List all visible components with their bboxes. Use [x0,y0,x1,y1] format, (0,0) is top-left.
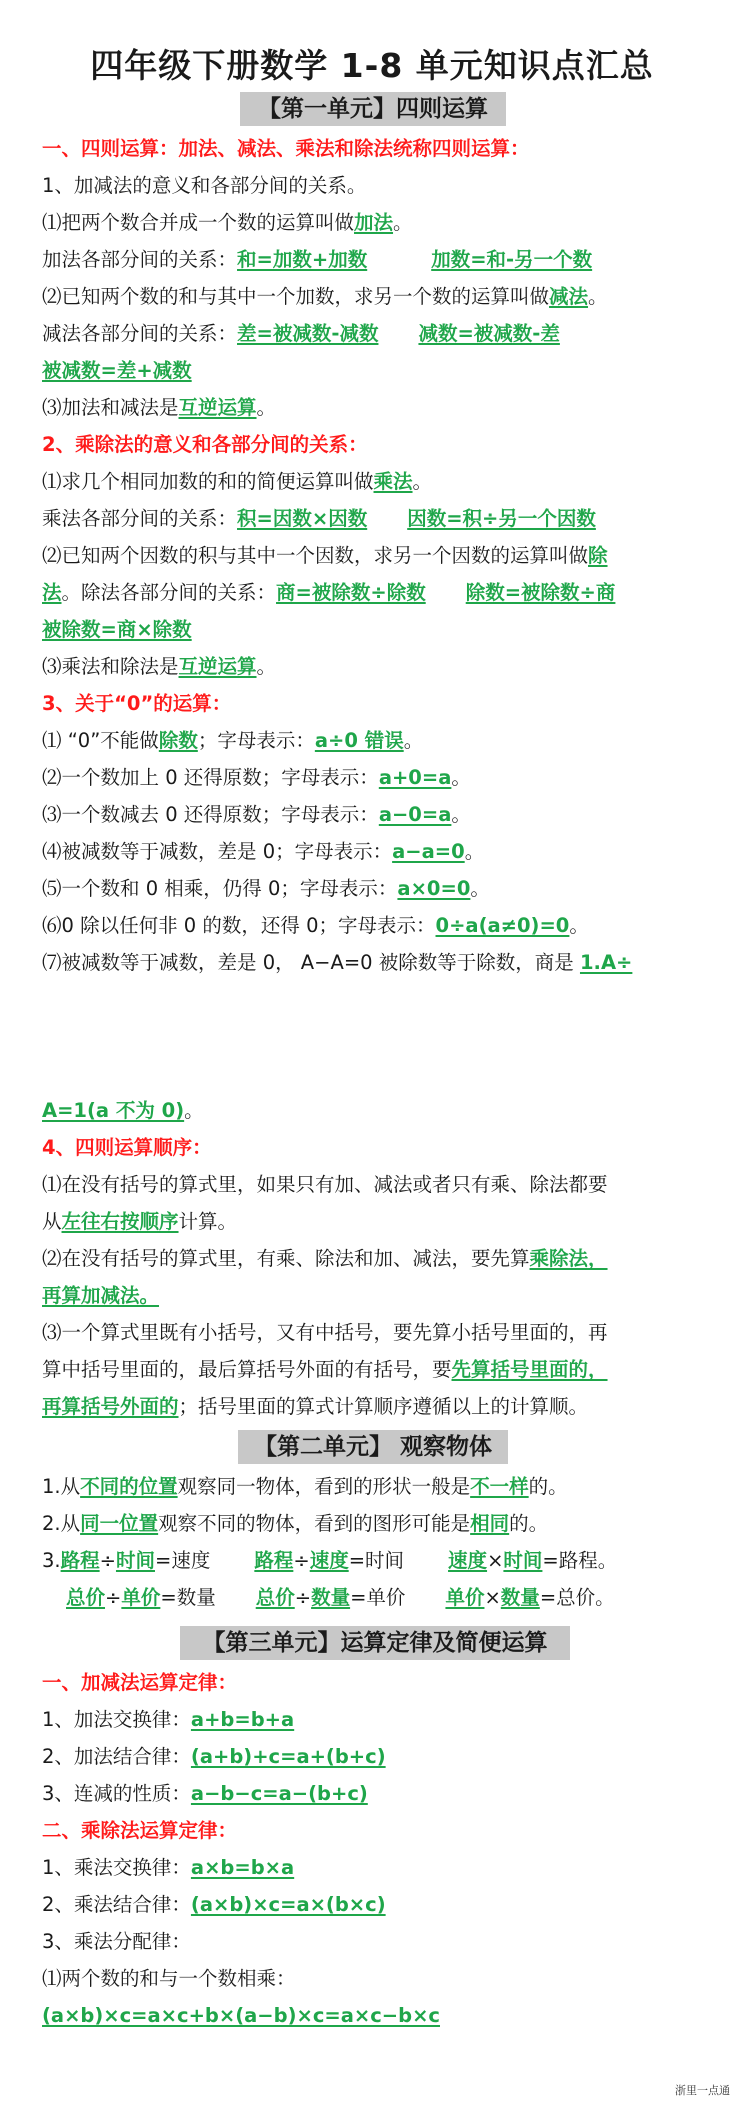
text: ⑶一个数减去 0 还得原数；字母表示： [42,803,379,826]
text: 。 [256,655,277,678]
section-heading-mul-laws: 二、乘除法运算定律： [42,1819,238,1842]
text: 加法各部分间的关系： [42,248,238,271]
text-line [42,1393,588,1421]
text: ⑺被减数等于减数，差是 0， A−A=0 被除数等于除数，商是 [42,951,580,974]
text-line [42,1097,204,1125]
text-line: 3、乘法分配律： [42,1930,191,1953]
text: ；字母表示： [197,729,315,752]
text-line [42,246,592,274]
text-line [42,1854,294,1882]
text-line: ⑴两个数的和与一个数相乘： [42,1967,296,1990]
text: 2、加法结合律： [42,1745,191,1768]
text-line [42,727,423,755]
unit-3-heading: 【第三单元】运算定律及简便运算 [180,1626,570,1660]
answer-text: 互逆运算 [178,396,257,419]
text: 乘法各部分间的关系： [42,507,238,530]
text: ÷ [293,1549,310,1572]
answer-text: a×b=b×a [190,1856,295,1879]
answer-text: a−0=a [378,803,452,826]
answer-text: a−a=0 [392,840,465,863]
answer-text: 总价 [66,1586,106,1609]
text: 的。 [528,1475,568,1498]
answer-text: 再算括号外面的 [42,1395,179,1418]
text: =速度 [154,1549,211,1572]
text: ⑵已知两个数的和与其中一个加数，求另一个数的运算叫做 [42,285,550,308]
section-heading-order: 4、四则运算顺序： [42,1136,212,1159]
answer-text: 减数=被减数-差 [418,322,560,345]
answer-text: 单价 [121,1586,161,1609]
text: ⑶乘法和除法是 [42,655,179,678]
section-heading-add-laws: 一、加减法运算定律： [42,1671,238,1694]
text: 。除法各部分间的关系： [61,581,277,604]
text-line [66,1584,615,1612]
text: 观察不同的物体，看到的图形可能是 [158,1512,471,1535]
text-line [42,394,276,422]
answer-text: 左往右按顺序 [61,1210,179,1233]
text-line [42,801,471,829]
text: ÷ [99,1549,116,1572]
text: ⑴求几个相同加数的和的简便运算叫做 [42,470,374,493]
answer-text: 互逆运算 [178,655,257,678]
answer-text: 除 [588,544,608,567]
answer-text: 因数=积÷另一个因数 [407,507,596,530]
answer-text: 加法 [354,211,394,234]
text-line [42,357,192,385]
answer-text: 数量 [500,1586,540,1609]
text: ⑸一个数和 0 相乘，仍得 0；字母表示： [42,877,398,900]
answer-text: 不一样 [470,1475,529,1498]
answer-text: a+b=b+a [190,1708,295,1731]
text: 1.从 [42,1475,81,1498]
text-line [42,1208,237,1236]
text-line [42,1356,608,1384]
text: 1、加法交换律： [42,1708,191,1731]
text: 。 [451,766,471,789]
answer-text: a−b−c=a−(b+c) [190,1782,368,1805]
answer-text: 速度 [448,1549,488,1572]
text: =时间 [348,1549,405,1572]
text-line [42,1706,294,1734]
text-line [42,579,615,607]
text-line [42,542,608,570]
text: ；括号里面的算式计算顺序遵循以上的计算顺。 [178,1395,589,1418]
text-line [42,1473,568,1501]
answer-text: 减法 [549,285,589,308]
answer-text: 差=被减数-减数 [237,322,379,345]
text: =单价 [350,1586,406,1609]
answer-text: 相同 [470,1512,510,1535]
text: 。 [451,803,471,826]
text: =总价。 [539,1586,615,1609]
answer-text: 乘法 [373,470,413,493]
answer-text: 除数=被除数÷商 [465,581,616,604]
text: ⑹0 除以任何非 0 的数，还得 0；字母表示： [42,914,436,937]
answer-text: 路程 [60,1549,100,1572]
text-line: ⑴在没有括号的算式里，如果只有加、减法或者只有乘、除法都要 [42,1173,608,1196]
text: ⑵一个数加上 0 还得原数；字母表示： [42,766,379,789]
text-line [42,838,484,866]
answer-text: (a+b)+c=a+(b+c) [190,1745,386,1768]
text: 。 [256,396,277,419]
answer-text: (a×b)×c=a×(b×c) [190,1893,386,1916]
text: × [484,1586,501,1609]
text-line [42,1547,617,1575]
text: =路程。 [542,1549,618,1572]
section-heading-zero: 3、关于“0”的运算： [42,692,232,715]
text: 3、连减的性质： [42,1782,191,1805]
text: 。 [393,211,413,234]
text: 从 [42,1210,62,1233]
answer-text: (a×b)×c=a×c+b×(a−b)×c=a×c−b×c [42,2004,440,2027]
text-line [42,1891,386,1919]
unit-2-heading: 【第二单元】 观察物体 [238,1430,508,1464]
text-line [42,320,560,348]
text-line [42,468,432,496]
text-line: ⑶一个算式里既有小括号，又有中括号，要先算小括号里面的，再 [42,1321,608,1344]
text: 减法各部分间的关系： [42,322,238,345]
text: 算中括号里面的，最后算括号外面的有括号，要 [42,1358,452,1381]
unit-1-heading: 【第一单元】四则运算 [240,92,506,126]
text-line [42,209,413,237]
text: ⑴把两个数合并成一个数的运算叫做 [42,211,355,234]
answer-text: 再算加减法。 [42,1284,160,1307]
answer-text: 路程 [254,1549,294,1572]
answer-text: 总价 [255,1586,295,1609]
text-line [42,1743,386,1771]
section-heading-mul-div: 2、乘除法的意义和各部分间的关系： [42,433,368,456]
answer-text: 被减数=差+减数 [42,359,192,382]
answer-text: 不同的位置 [80,1475,178,1498]
answer-text: 加数=和-另一个数 [431,248,593,271]
text-line [42,1245,608,1273]
answer-text: 时间 [115,1549,155,1572]
footer-watermark: 浙里一点通 [675,2084,730,2097]
text-line [42,505,596,533]
answer-text: a÷0 错误 [314,729,404,752]
text: 观察同一物体，看到的形状一般是 [177,1475,471,1498]
text: ÷ [105,1586,122,1609]
answer-text: a+0=a [378,766,452,789]
text: 计算。 [178,1210,238,1233]
answer-text: 同一位置 [80,1512,159,1535]
answer-text: 先算括号里面的， [451,1358,608,1381]
text: 的。 [509,1512,549,1535]
text-line [42,1780,368,1808]
answer-text: 和=加数+加数 [237,248,368,271]
text-line [42,1510,548,1538]
text-line [42,875,490,903]
text: ⑴ “0”不能做 [42,729,159,752]
text: 。 [403,729,424,752]
text-line [42,912,589,940]
text: × [487,1549,504,1572]
text: 。 [569,914,589,937]
text: ⑷被减数等于减数，差是 0；字母表示： [42,840,393,863]
text-line [42,2002,440,2030]
text: ⑵在没有括号的算式里，有乘、除法和加、减法，要先算 [42,1247,530,1270]
answer-text: 商=被除数÷除数 [276,581,426,604]
text: 。 [588,285,608,308]
answer-text: 1.A÷ [579,951,633,974]
answer-text: 单价 [445,1586,485,1609]
text-line [42,653,276,681]
text-line [42,949,632,977]
answer-text: 0÷a(a≠0)=0 [435,914,570,937]
text: 。 [412,470,433,493]
answer-text: 数量 [311,1586,351,1609]
text: ⑶加法和减法是 [42,396,179,419]
answer-text: 除数 [158,729,198,752]
text-line: 1、加减法的意义和各部分间的关系。 [42,174,367,197]
answer-text: 法 [42,581,62,604]
answer-text: 乘除法， [529,1247,608,1270]
text: 。 [184,1099,204,1122]
text-line [42,616,192,644]
answer-text: 速度 [309,1549,349,1572]
text: 2、乘法结合律： [42,1893,191,1916]
answer-text: 时间 [503,1549,543,1572]
text-line [42,283,608,311]
answer-text: A=1(a 不为 0) [42,1099,185,1122]
text: ÷ [294,1586,312,1609]
text: 。 [464,840,485,863]
text: 2.从 [42,1512,81,1535]
text: 3. [42,1549,61,1572]
answer-text: a×0=0 [397,877,471,900]
answer-text: 被除数=商×除数 [42,618,192,641]
answer-text: 积=因数×因数 [237,507,368,530]
text-line [42,764,471,792]
text: =数量 [160,1586,216,1609]
text: 1、乘法交换律： [42,1856,191,1879]
text: 。 [470,877,490,900]
section-heading-arithmetic: 一、四则运算：加法、减法、乘法和除法统称四则运算： [42,137,530,160]
page-title: 四年级下册数学 1-8 单元知识点汇总 [90,46,654,85]
text: ⑵已知两个因数的积与其中一个因数，求另一个因数的运算叫做 [42,544,589,567]
text-line [42,1282,159,1310]
